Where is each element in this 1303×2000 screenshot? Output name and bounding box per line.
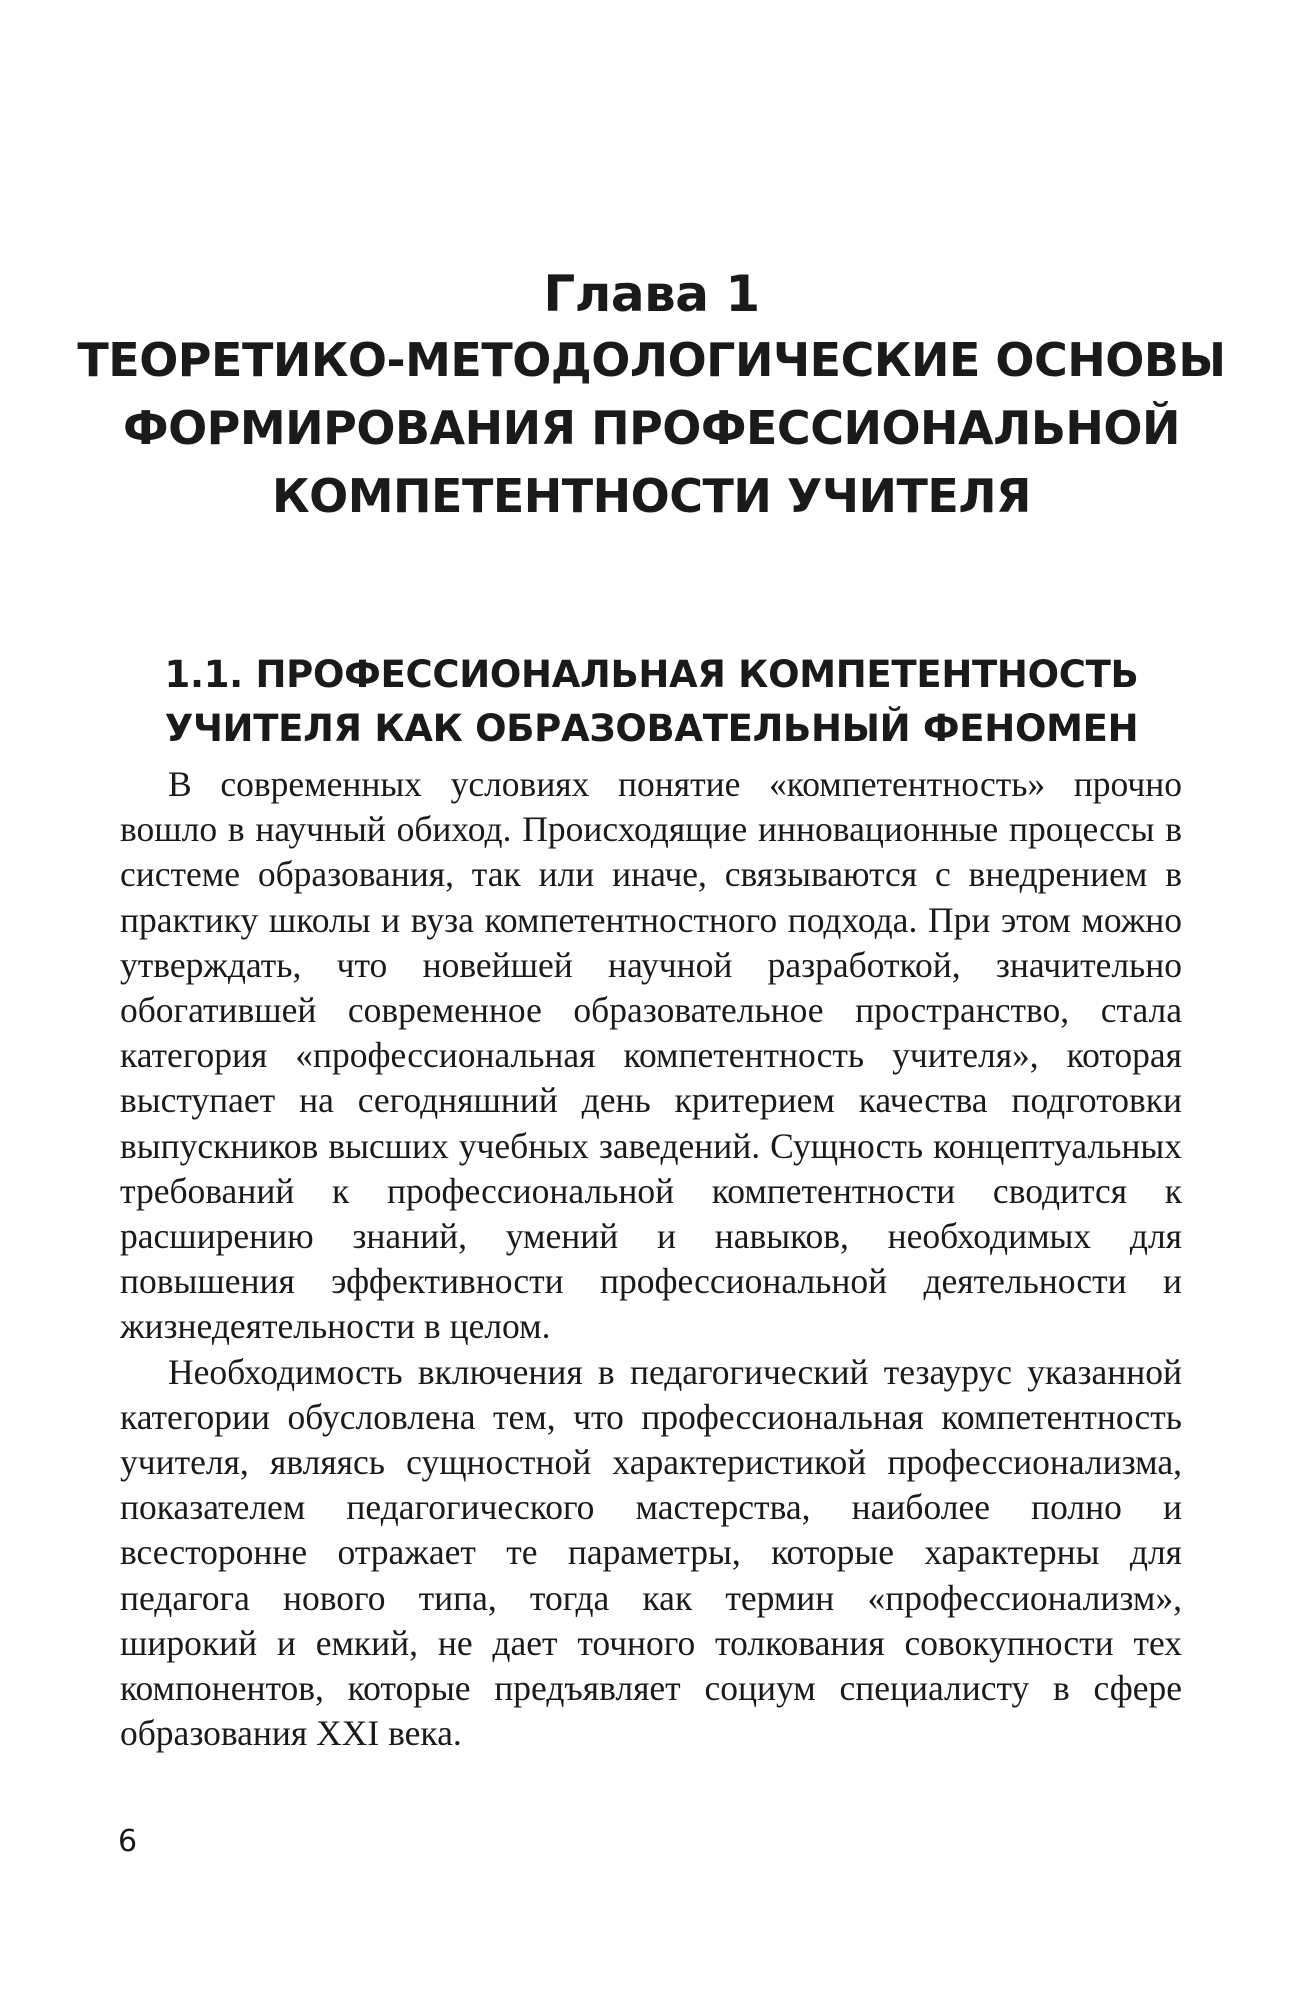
chapter-heading (0, 262, 1303, 530)
section-title-line: УЧИТЕЛЯ КАК ОБРАЗОВАТЕЛЬНЫЙ ФЕНОМЕН (164, 707, 1139, 750)
chapter-title (0, 326, 1303, 530)
body-text (120, 762, 1182, 1756)
section-title-line: 1.1. ПРОФЕССИОНАЛЬНАЯ КОМПЕТЕНТНОСТЬ (164, 653, 1139, 696)
chapter-label: Глава 1 (543, 265, 760, 323)
body-paragraph: Необходимость включения в педагогический тезаурус указанной категории обусловлена тем, что профессиональная компетентность учителя, являясь сущностной характеристикой профессионализма, показателем педагогического мастерства, наиболее полно и всесторонне отражает те параметры, которые характерны для педагога нового типа, тогда как термин «профессионализм», широкий и емкий, не дает точного толкования совокупности тех компонентов, которые предъявляет социум специалисту в сфере образования XXI века. (120, 1351, 1182, 1754)
section-heading (0, 648, 1303, 756)
chapter-title-line: КОМПЕТЕНТНОСТИ УЧИТЕЛЯ (272, 469, 1031, 523)
page-number: 6 (118, 1824, 138, 1859)
chapter-title-line: ФОРМИРОВАНИЯ ПРОФЕССИОНАЛЬНОЙ (122, 401, 1181, 455)
chapter-title-line: ТЕОРЕТИКО-МЕТОДОЛОГИЧЕСКИЕ ОСНОВЫ (77, 333, 1226, 387)
body-paragraph: В современных условиях понятие «компетентность» прочно вошло в научный обиход. Происходящие инновационные процессы в системе образования, так или иначе, связываются с внедрением в практику школы и вуза компетентностного подхода. При этом можно утверждать, что новейшей научной разработкой, значительно обогатившей современное образовательное пространство, стала категория «профессиональная компетентность учителя», которая выступает на сегодняшний день критерием качества подготовки выпускников высших учебных заведений. Сущность концептуальных требований к профессиональной компетентности сводится к расширению знаний, умений и навыков, необходимых для повышения эффективности профессиональной деятельности и жизнедеятельности в целом. (120, 764, 1182, 1347)
